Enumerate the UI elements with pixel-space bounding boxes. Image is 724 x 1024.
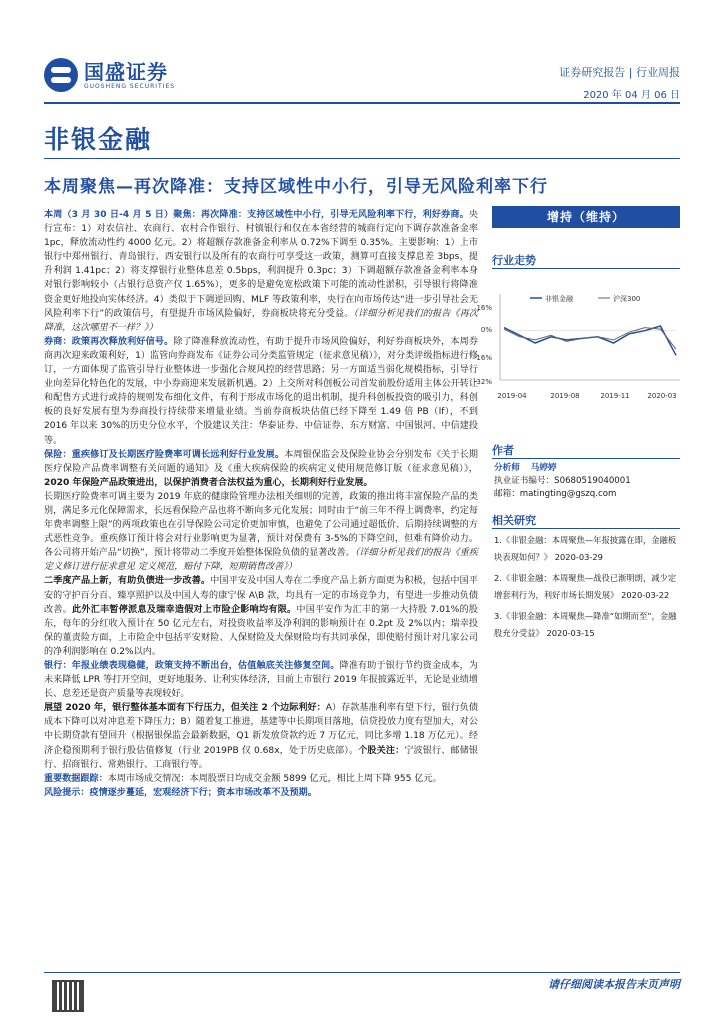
paragraph-outlook: 展望 2020 年，银行整体基本面有下行压力，但关注 2 个边际利好：A）存款基准利率有望下行，银行负债成本下降可以对冲息差下降压力；B）随着复工推进，基建等中长期项目落地，信贷投放力度有望加大，对公中长期贷款有望回升（根据银保监会最新数据，Q1 新发放贷款约近 7 万亿元，同比多增 1.18 万亿元）。经济企稳预期利于银行股估值修复（行业 2019PB 仅 0.68x，处于历史底部）。个股关注：宁波银行、邮储银行、招商银行、常熟银行、工商银行等。 <box>44 703 478 770</box>
related-item[interactable]: 1.《非银金融：本周聚焦—年报披露在即，金融板块表现如何？》 2020-03-29 <box>494 535 677 562</box>
paragraph-brokers: 券商：政策再次释放利好信号。除了降准释放流动性，有助于提升市场风险偏好，利好券商板块外，本周券商再次迎来政策利好，1）监管向券商发布《证券公司分类监管规定（征求意见稿）》，对分类评级指标进行修订，一方面体现了监管引导行业整体进一步强化合规风控的经营思路；另一方面适当弱化规模指标，引导行业向差异化特色化的发展，中小券商迎来发展新机遇。2）上交所对科创板公司首发前股份适用主体公开转让和配售方式进行或持的规则发布细化文件，有利于形成市场化的退出机制，提升科创板投资的吸引力，科创板的良好发展有望为券商投行持续带来增量业绩。当前券商板块估值已经下降至 1.49 倍 PB（lf），不到 2016 年以来 30%的历史分位水平，个股建议关注：华泰证券、中信证券、东方财富、中国银河、中信建投等。 <box>44 336 478 446</box>
legend-label-a: 非银金融 <box>545 295 573 303</box>
trend-divider <box>492 268 680 269</box>
analyst-role: 分析师 <box>494 463 520 473</box>
guosheng-logo-icon <box>44 58 78 92</box>
footer-disclaimer: 请仔细阅读本报告末页声明 <box>548 978 680 991</box>
trend-title: 行业走势 <box>492 254 536 267</box>
analyst-email[interactable]: matingting@gszq.com <box>519 489 617 499</box>
cert-number: S0680519040001 <box>554 476 631 486</box>
paragraph-insurance: 保险：重疾修订及长期医疗险费率可调长远利好行业发展。本周银保监会及保险业协会分别发布《关于长期医疗保险产品费率调整有关问题的通知》及《重大疾病保险的疾病定义使用规范修订版（征求意见稿）》，2020 年保险产品政策进出，以保护消费者合法权益为重心，长期利好行业发展。 <box>44 449 478 488</box>
paragraph-risk: 风险提示：疫情逐步蔓延，宏观经济下行；资本市场改革不及预期。 <box>44 787 317 798</box>
paragraph-focus: 本周（3 月 30 日-4 月 5 日）聚焦：再次降准：支持区域性中小行，引导无风险利率下行，利好券商。央行宣布：1）对农信社、农商行、农村合作银行、村镇银行和仅在本省经营的城商行定向下调存款准备金率 1pc，释放流动性约 4000 亿元。2）将超额存款准备金利率从 0.72%下调至 0.35%。主要影响：1）上市银行中郑州银行、青岛银行、西安银行以及所有的农商行可享受这一政策，测算可直接支撑息差 3bps，提升利润 1.41pc；2）将支撑银行业整体息差 0.5bps，利润提升 0.3pc；3）下调超额存款准备金利率本身对银行影响较小（占银行总资产仅 1.65%），更多的是避免宽松政策下可能的流动性淤积，引导银行将降准资金更好地投向实体经济。4）类似于下调逆回购、MLF 等政策利率，央行在向市场传达“进一步引导社会无风险利率下行”的政策信号，有望提升市场风险偏好，券商板块将充分受益。（详细分析见我们的报告《再次降准，这次哪里不一样？》） <box>44 210 478 333</box>
paragraph-q2-products: 二季度产品上新，有助负债进一步改善。中国平安及中国人寿在二季度产品上新方面更为积极，包括中国平安的守护百分百、臻享照护以及中国人寿的康宁保 A\B 款，均具有一定的市场竞争力，有望进一步推动负债改善。此外汇丰暂停派息及瑞幸造假对上市险企影响均有限。中国平安作为汇丰的第一大持股 7.01%的股东，每年的分红收入预计在 50 亿元左右，对投资收益率及净利润的影响预计在 0.2pt 及 2%以内；瑞幸投保的董责险方面，上市险企中包括平安财险、人保财险及大保财险均有共同承保，即使赔付预计对几家公司的净利润影响在 0.2%以内。 <box>44 576 478 657</box>
sector-title: 非银金融 <box>44 125 153 154</box>
trend-chart <box>470 288 684 408</box>
title-divider <box>44 158 680 159</box>
logo-name: 国盛证券 <box>84 59 168 84</box>
related-divider <box>492 528 680 529</box>
x-tick-label: 2020-03 <box>647 392 677 400</box>
paragraph-banks: 银行：年报业绩表现稳健，政策支持不断出台，估值触底关注修复空间。降准有助于银行节约资金成本，为未来降低 LPR 等打开空间，更好地服务、让利实体经济，目前上市银行 2019 年报披露近半，无论是业绩增长、息差还是资产质量等表现较好。 <box>44 661 478 700</box>
cert-label: 执业证书编号： <box>494 476 555 486</box>
headline: 本周聚焦—再次降准：支持区域性中小行，引导无风险利率下行 <box>44 177 548 197</box>
company-logo <box>44 58 175 92</box>
series-line-nonbank <box>504 326 676 355</box>
related-item[interactable]: 2.《非银金融：本周聚焦—战役已渐明朗，减少定增套利行为，利好市场长期发展》 2020-03-22 <box>494 573 677 600</box>
y-tick-label: -16% <box>473 354 492 362</box>
author-block <box>494 462 684 501</box>
related-item[interactable]: 3.《非银金融：本周聚焦—降准“如期而至”，金融股充分受益》 2020-03-15 <box>494 611 677 638</box>
y-tick-label: 16% <box>476 304 492 312</box>
y-tick-label: 0% <box>480 326 492 334</box>
report-type: 证券研究报告 | 行业周报 <box>559 66 680 79</box>
analyst-name: 马婷婷 <box>530 463 557 473</box>
email-label: 邮箱： <box>494 489 520 499</box>
author-title: 作者 <box>492 444 514 457</box>
x-tick-label: 2019-04 <box>497 392 527 400</box>
related-list <box>494 532 684 646</box>
report-date: 2020 年 04 月 06 日 <box>583 90 680 101</box>
header-divider <box>44 102 680 104</box>
author-divider <box>492 458 680 459</box>
logo-name-en: GUOSHENG SECURITIES <box>84 82 176 90</box>
related-title: 相关研究 <box>492 514 536 527</box>
x-tick-label: 2019-11 <box>600 392 630 400</box>
paragraph-data: 重要数据跟踪：本周市场成交情况：本周股票日均成交金额 5899 亿元，相比上周下降 955 亿元。 <box>44 773 442 784</box>
legend-label-b: 沪深300 <box>613 295 641 303</box>
qr-code-icon <box>52 980 84 1012</box>
x-tick-label: 2019-08 <box>550 392 580 400</box>
y-tick-label: -32% <box>473 378 492 386</box>
main-body <box>44 208 478 800</box>
paragraph-medical: 长期医疗险费率可调主要为 2019 年底的健康险管理办法相关细则的完善，政策的推出将丰富保险产品的类别，满足多元化保障需求，长远看保险产品也将不断向多元化发展；同时由于“前三年不得上调费率，约定每年费率调整上限”的两项政策也在引导保险公司定价更加审慎，也避免了公司通过超低价、后期持续调整的方式恶性竞争。重疾修订预计将会对行业影响更为显著，预计对保费有 3-5%的下降空间，但难有降价动力。各公司将开始产品“切换”，预计将带动二季度开始整体保险负债的显著改善。（详细分析见我们的报告《重疾定义修订进行征求意见 定义规范，赔付下降，短期销售改善》） <box>44 491 478 573</box>
rating-badge: 增持（维持） <box>492 206 680 228</box>
footer-divider <box>44 972 680 973</box>
